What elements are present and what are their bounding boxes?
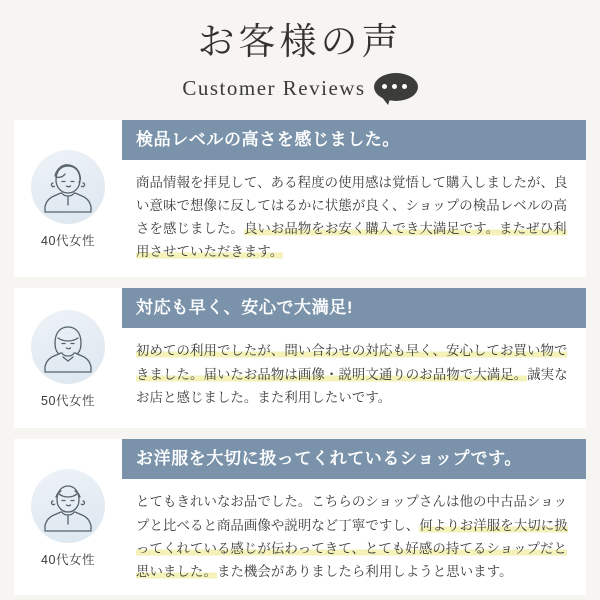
review-text-part: とてもきれいなお品でした。こちらのショップさんは他の中古品ショップと比べると商品画像や説明など丁寧ですし、	[136, 494, 568, 533]
reviewer-profile	[14, 288, 122, 428]
reviewer-age-label: 40代女性	[41, 552, 95, 567]
review-title: 対応も早く、安心で大満足!	[122, 288, 586, 328]
review-content	[122, 120, 586, 278]
review-body	[122, 479, 586, 595]
review-text-part: 誠実なお店と感じました。また利用したいです。	[136, 366, 568, 405]
review-body	[122, 160, 586, 276]
woman-bob-hair-avatar	[31, 310, 105, 384]
review-text-part-highlighted: 良いお品物をお安く購入でき大満足です。またぜひ利用させていただきます。	[136, 221, 567, 260]
review-title: お洋服を大切に扱ってくれているショップです。	[122, 439, 586, 479]
review-text-part-highlighted: 初めての利用でしたが、問い合わせの対応も早く、安心してお買い物できました。届いたお品物は画像・説明文通りのお品物で大満足。	[136, 343, 568, 382]
woman-curly-hair-avatar	[31, 469, 105, 543]
review-body	[122, 328, 586, 421]
speech-bubble-icon	[374, 73, 418, 104]
reviewer-age-label: 50代女性	[41, 393, 95, 408]
woman-short-hair-avatar	[31, 150, 105, 224]
page-subtitle-row	[14, 73, 586, 104]
speech-bubble-dots	[382, 84, 407, 89]
review-text-part-highlighted: 何よりお洋服を大切に扱ってくれている感じが伝わってきて、とても好感の持てるショップだと思いました。	[136, 517, 568, 580]
page-header	[14, 0, 586, 104]
reviewer-age-label: 40代女性	[41, 233, 95, 248]
review-content	[122, 288, 586, 428]
page-title: お客様の声	[197, 22, 403, 63]
speech-bubble-tail	[381, 96, 391, 105]
review-card	[14, 120, 586, 278]
review-content	[122, 439, 586, 595]
review-text-part: 商品情報を拝見して、ある程度の使用感は覚悟して購入しましたが、良い意味で想像に反してはるかに状態が良く、ショップの検品レベルの高さを感じました。	[136, 174, 568, 237]
review-list	[14, 120, 586, 596]
review-card	[14, 288, 586, 428]
review-text-part: また機会がありましたら利用しようと思います。	[216, 564, 513, 580]
review-card	[14, 439, 586, 595]
review-title: 検品レベルの高さを感じました。	[122, 120, 586, 160]
reviewer-profile	[14, 439, 122, 595]
reviewer-profile	[14, 120, 122, 278]
page-subtitle: Customer Reviews	[182, 75, 366, 100]
